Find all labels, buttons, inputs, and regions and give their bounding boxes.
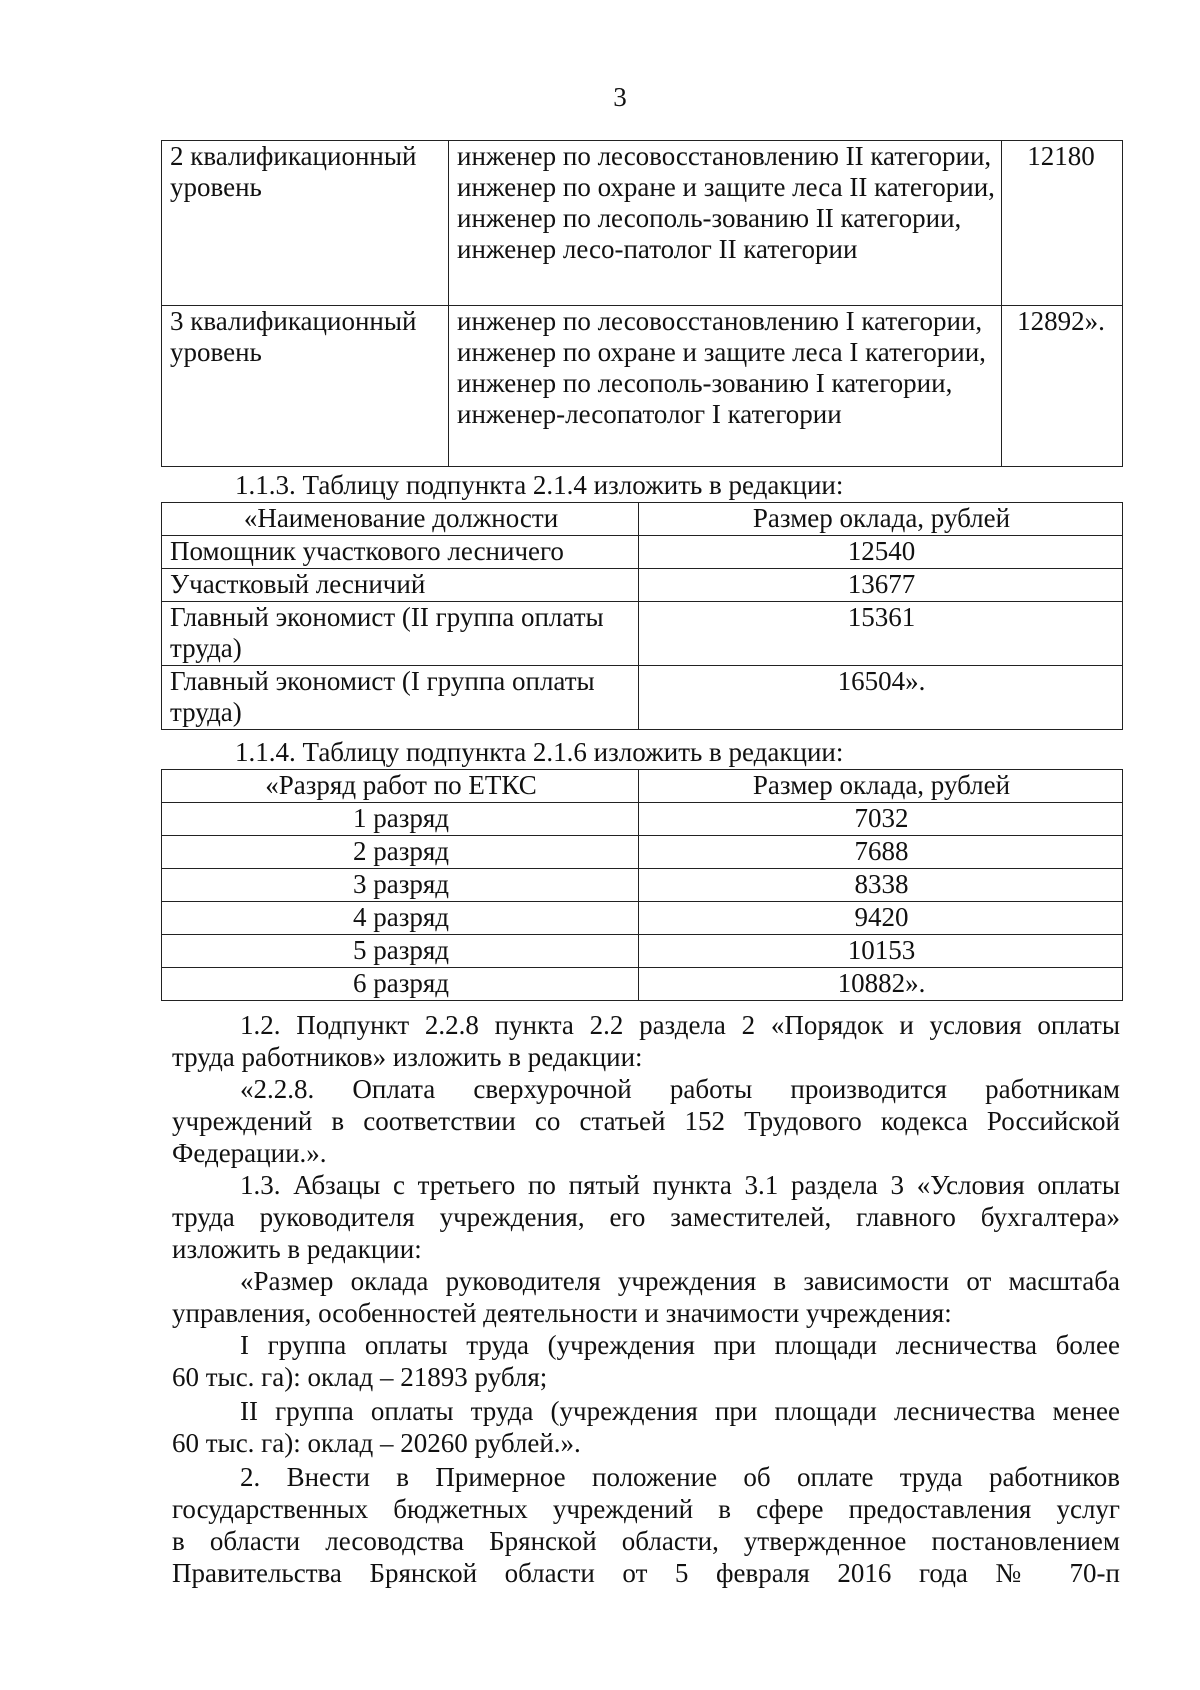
- table-row: [162, 968, 1123, 1001]
- table-row: [162, 306, 1123, 467]
- table-row: [162, 836, 1123, 869]
- positions-cell: инженер по лесовосстановлению II категории, инженер по охране и защите леса II категории, инженер по лесополь-зованию II категории, инженер лесо-патолог II категории: [449, 141, 1002, 306]
- paragraph-size-line: управления, особенностей деятельности и значимости учреждения:: [172, 1298, 952, 1328]
- column-header: «Разряд работ по ЕТКС: [162, 770, 639, 803]
- rank-cell: 1 разряд: [162, 803, 639, 836]
- table-row: [162, 666, 1123, 730]
- paragraph-2-line: Правительства Брянской области от 5 февраля 2016 года № 70-п: [172, 1558, 1120, 1588]
- salary-cell: 7032: [639, 803, 1123, 836]
- salary-cell: 12892».: [1002, 306, 1123, 467]
- positions-cell: инженер по лесовосстановлению I категории, инженер по охране и защите леса I категории, инженер по лесополь-зованию I категории, инженер-лесопатолог I категории: [449, 306, 1002, 467]
- salary-cell: 16504».: [639, 666, 1123, 730]
- qualification-level-cell: 2 квалификационный уровень: [162, 141, 449, 306]
- column-header: «Наименование должности: [162, 503, 639, 536]
- position-name-cell: Помощник участкового лесничего: [162, 536, 639, 569]
- qualification-level-cell: 3 квалификационный уровень: [162, 306, 449, 467]
- table-header-row: [162, 503, 1123, 536]
- table-row: [162, 869, 1123, 902]
- table-row: [162, 902, 1123, 935]
- column-header: Размер оклада, рублей: [639, 770, 1123, 803]
- caption-1-1-3: 1.1.3. Таблицу подпункта 2.1.4 изложить в редакции:: [235, 470, 844, 500]
- paragraph-2-line: 2. Внести в Примерное положение об оплате труда работников: [240, 1462, 1120, 1492]
- paragraph-2-line: государственных бюджетных учреждений в сфере предоставления услуг: [172, 1494, 1120, 1524]
- rank-cell: 6 разряд: [162, 968, 639, 1001]
- salary-cell: 10153: [639, 935, 1123, 968]
- table-row: [162, 536, 1123, 569]
- salary-cell: 8338: [639, 869, 1123, 902]
- salary-cell: 9420: [639, 902, 1123, 935]
- salary-cell: 13677: [639, 569, 1123, 602]
- rank-cell: 5 разряд: [162, 935, 639, 968]
- paragraph-1-2-line: труда работников» изложить в редакции:: [172, 1042, 643, 1072]
- rank-cell: 2 разряд: [162, 836, 639, 869]
- positions-salary-table: [161, 502, 1123, 730]
- paragraph-2-line: в области лесоводства Брянской области, утвержденное постановлением: [172, 1526, 1120, 1556]
- paragraph-size-line: «Размер оклада руководителя учреждения в зависимости от масштаба: [240, 1266, 1120, 1296]
- table-row: [162, 602, 1123, 666]
- paragraph-2-2-8-line: Федерации.».: [172, 1138, 327, 1168]
- paragraph-group2-line: II группа оплаты труда (учреждения при площади лесничества менее: [240, 1396, 1120, 1426]
- table-row: [162, 935, 1123, 968]
- paragraph-2-2-8-line: учреждений в соответствии со статьей 152 Трудового кодекса Российской: [172, 1106, 1120, 1136]
- table-row: [162, 803, 1123, 836]
- caption-1-1-4: 1.1.4. Таблицу подпункта 2.1.6 изложить в редакции:: [235, 737, 844, 767]
- position-name-cell: Главный экономист (I группа оплаты труда): [162, 666, 639, 730]
- position-name-cell: Участковый лесничий: [162, 569, 639, 602]
- paragraph-group1-line: 60 тыс. га): оклад – 21893 рубля;: [172, 1362, 548, 1392]
- page-number: 3: [613, 82, 627, 112]
- table-row: [162, 141, 1123, 306]
- salary-cell: 7688: [639, 836, 1123, 869]
- paragraph-1-3-line: изложить в редакции:: [172, 1234, 422, 1264]
- salary-cell: 15361: [639, 602, 1123, 666]
- paragraph-1-3-line: труда руководителя учреждения, его заместителей, главного бухгалтера»: [172, 1202, 1120, 1232]
- rank-salary-table: [161, 769, 1123, 1001]
- paragraph-group1-line: I группа оплаты труда (учреждения при площади лесничества более: [240, 1330, 1120, 1360]
- table-row: [162, 569, 1123, 602]
- rank-cell: 3 разряд: [162, 869, 639, 902]
- paragraph-1-2-line: 1.2. Подпункт 2.2.8 пункта 2.2 раздела 2 «Порядок и условия оплаты: [240, 1010, 1120, 1040]
- qualification-table: [161, 140, 1123, 467]
- table-header-row: [162, 770, 1123, 803]
- paragraph-group2-line: 60 тыс. га): оклад – 20260 рублей.».: [172, 1428, 581, 1458]
- column-header: Размер оклада, рублей: [639, 503, 1123, 536]
- salary-cell: 12540: [639, 536, 1123, 569]
- salary-cell: 10882».: [639, 968, 1123, 1001]
- rank-cell: 4 разряд: [162, 902, 639, 935]
- position-name-cell: Главный экономист (II группа оплаты труда): [162, 602, 639, 666]
- salary-cell: 12180: [1002, 141, 1123, 306]
- paragraph-2-2-8-line: «2.2.8. Оплата сверхурочной работы производится работникам: [240, 1074, 1120, 1104]
- paragraph-1-3-line: 1.3. Абзацы с третьего по пятый пункта 3.1 раздела 3 «Условия оплаты: [240, 1170, 1120, 1200]
